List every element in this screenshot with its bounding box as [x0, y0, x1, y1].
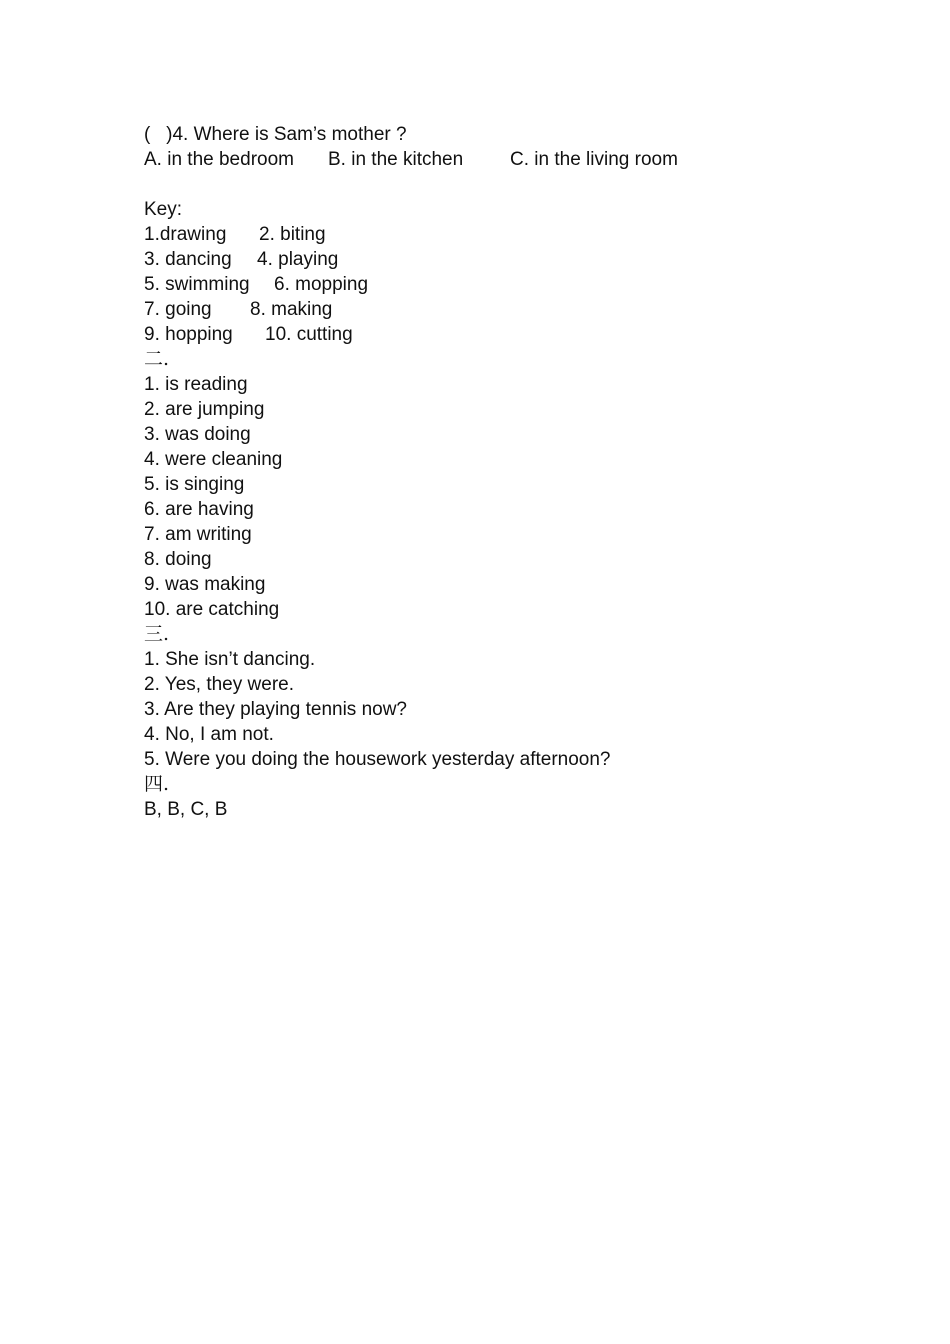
answer-item: 5. swimming	[144, 274, 250, 295]
answer-item: 9. hopping	[144, 324, 233, 345]
answer-item: 3. dancing	[144, 249, 232, 270]
answer-item: 1.drawing	[144, 224, 227, 245]
option-b: B. in the kitchen	[328, 149, 464, 170]
key-part1-row	[144, 297, 844, 322]
section-heading-2: 二.	[144, 348, 170, 370]
answer-item: 7. going	[144, 299, 212, 320]
key-part2-item: 6. are having	[144, 499, 254, 520]
question-4-options	[144, 147, 844, 172]
key-part2-item: 5. is singing	[144, 474, 245, 495]
option-a: A. in the bedroom	[144, 149, 294, 170]
section-heading-3: 三.	[144, 623, 170, 645]
key-part1-row	[144, 272, 844, 297]
section-heading-4: 四.	[144, 773, 170, 795]
key-part1-row	[144, 222, 844, 247]
key-part3-item: 5. Were you doing the housework yesterday afternoon?	[144, 749, 611, 770]
key-part2-item: 10. are catching	[144, 599, 280, 620]
answer-item: 6. mopping	[274, 274, 369, 295]
answer-item: 8. making	[250, 299, 333, 320]
key-part2-item: 3. was doing	[144, 424, 251, 445]
key-part1-row	[144, 247, 844, 272]
answer-item: 4. playing	[257, 249, 339, 270]
answer-item: 10. cutting	[265, 324, 353, 345]
blank-line	[144, 172, 844, 197]
document-body	[144, 122, 844, 822]
option-c: C. in the living room	[510, 149, 678, 170]
key-part2-item: 4. were cleaning	[144, 449, 283, 470]
answer-item: 2. biting	[259, 224, 326, 245]
key-part2-item: 9. was making	[144, 574, 266, 595]
key-part4-answers: B, B, C, B	[144, 799, 228, 820]
key-label: Key:	[144, 199, 183, 220]
key-part3-item: 1. She isn’t dancing.	[144, 649, 316, 670]
key-part3-item: 3. Are they playing tennis now?	[144, 699, 408, 720]
key-part3-item: 4. No, I am not.	[144, 724, 274, 745]
key-part2-item: 2. are jumping	[144, 399, 265, 420]
key-part2-item: 7. am writing	[144, 524, 252, 545]
key-part2-item: 1. is reading	[144, 374, 248, 395]
key-part3-item: 2. Yes, they were.	[144, 674, 294, 695]
key-part1-row	[144, 322, 844, 347]
question-4-stem: ( )4. Where is Sam’s mother ?	[144, 124, 407, 145]
key-part2-item: 8. doing	[144, 549, 212, 570]
